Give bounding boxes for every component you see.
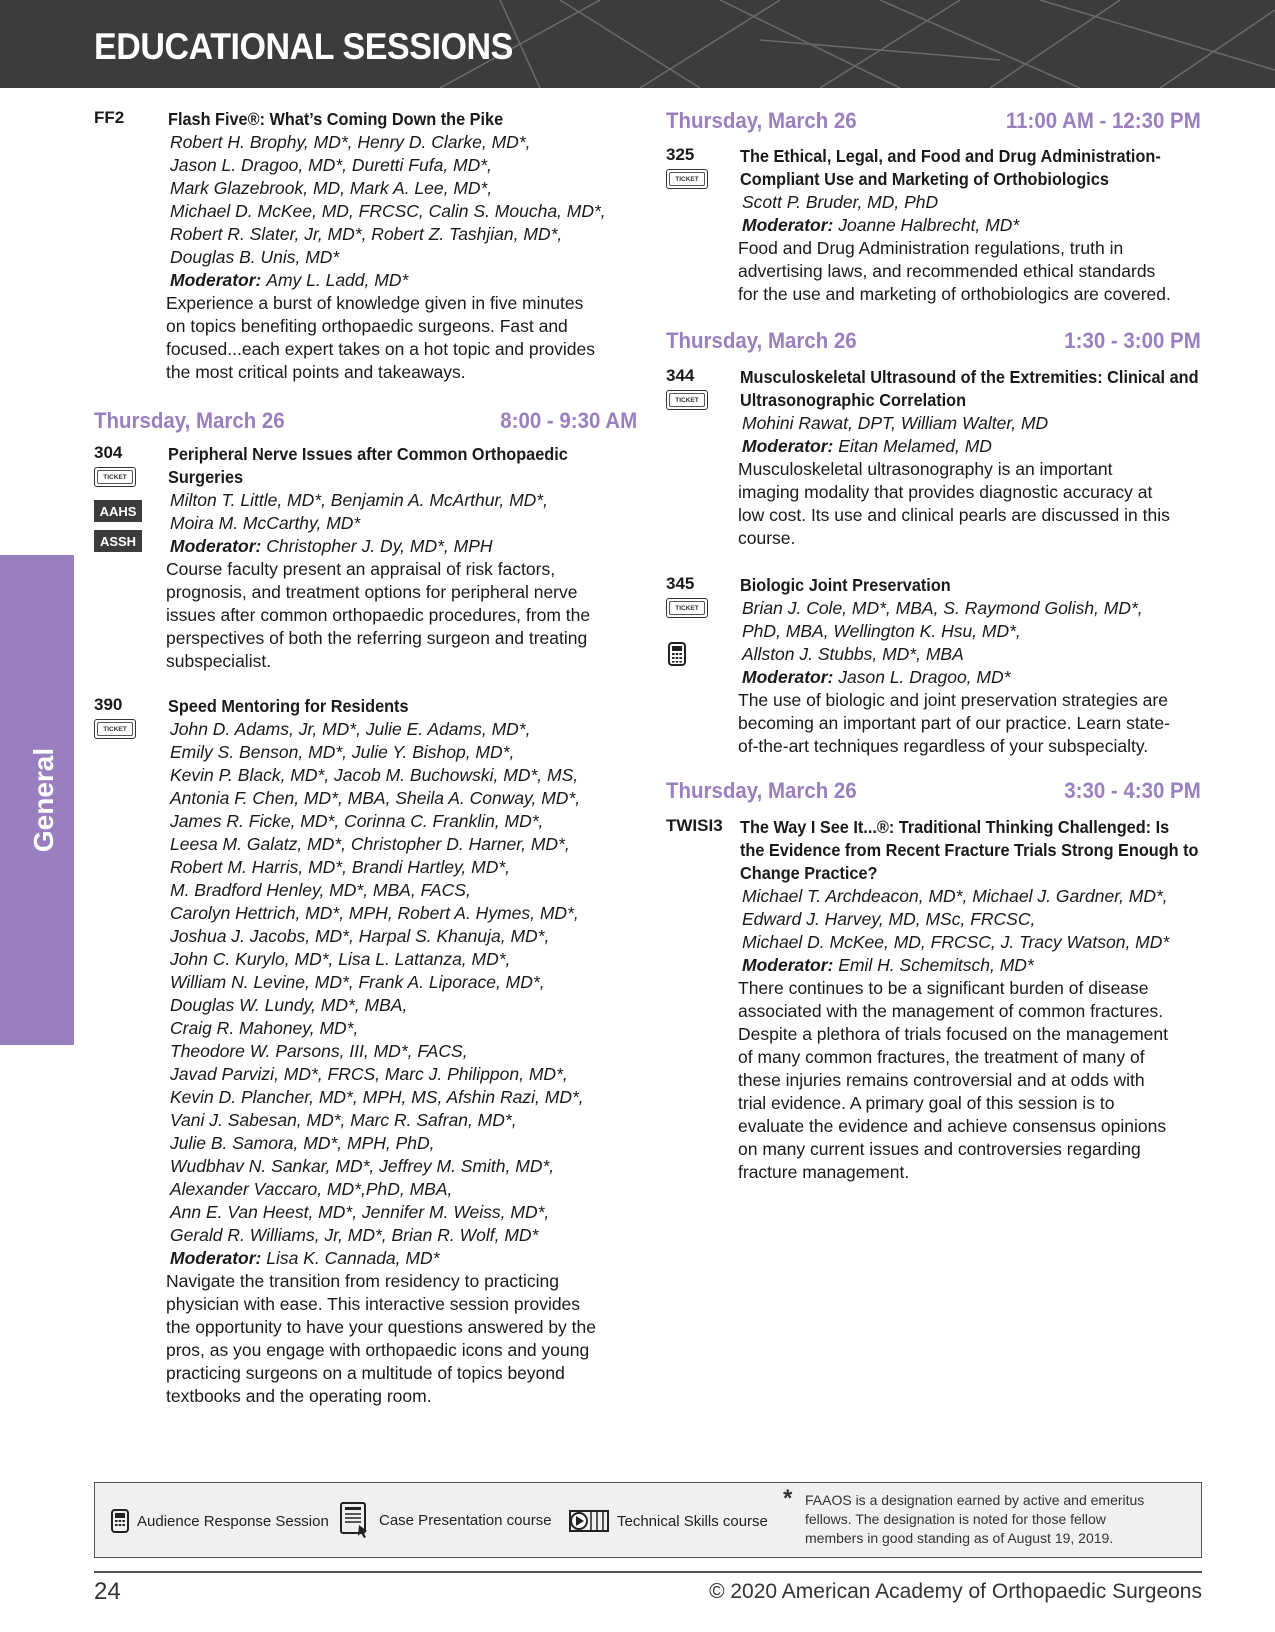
legend-label: Audience Response Session xyxy=(137,1512,329,1530)
moderator-name: Jason L. Dragoo, MD* xyxy=(838,667,1011,687)
session-code: TWISI3 xyxy=(666,816,723,835)
note-line: members in good standing as of August 19, 2019. xyxy=(805,1530,1114,1546)
audience-response-icon xyxy=(111,1509,129,1533)
description-line: trial evidence. A primary goal of this session is to xyxy=(738,1093,1115,1113)
faculty-line: Vani J. Sabesan, MD*, Marc R. Safran, MD*, xyxy=(170,1110,517,1130)
faculty-line: Javad Parvizi, MD*, FRCS, Marc J. Philippon, MD*, xyxy=(170,1064,568,1084)
session-description xyxy=(166,292,606,384)
session-faculty xyxy=(740,191,1192,214)
description-line: Musculoskeletal ultrasonography is an important xyxy=(738,459,1113,479)
faaos-note xyxy=(783,1485,1145,1548)
session-title xyxy=(168,108,575,131)
moderator-name: Christopher J. Dy, MD*, MPH xyxy=(266,536,493,556)
ticket-icon-label: TICKET xyxy=(675,396,699,404)
moderator-label: Moderator: xyxy=(742,215,834,235)
description-line: course. xyxy=(738,528,796,548)
day-label: Thursday, March 26 xyxy=(666,328,857,353)
session-title xyxy=(740,145,1161,191)
day-time-heading xyxy=(94,408,637,434)
faculty-line: Alexander Vaccaro, MD*,PhD, MBA, xyxy=(170,1179,453,1199)
legend-item-case xyxy=(339,1501,552,1539)
legend-item-ars xyxy=(111,1509,329,1533)
description-line: focused...each expert takes on a hot topic and provides xyxy=(166,339,596,359)
day-label: Thursday, March 26 xyxy=(666,108,857,133)
session-description xyxy=(738,977,1233,1184)
faculty-line: Ann E. Van Heest, MD*, Jennifer M. Weiss, MD*, xyxy=(170,1202,550,1222)
faculty-line: William N. Levine, MD*, Frank A. Liporace, MD*, xyxy=(170,972,545,992)
session-faculty xyxy=(168,489,598,535)
time-label: 3:30 - 4:30 PM xyxy=(1064,778,1201,803)
session-title-line: The Ethical, Legal, and Food and Drug Administration- xyxy=(740,146,1161,166)
description-line: the most critical points and takeaways. xyxy=(166,362,466,382)
description-line: pros, as you engage with orthopaedic icons and young xyxy=(166,1340,590,1360)
faculty-line: PhD, MBA, Wellington K. Hsu, MD*, xyxy=(742,621,1021,641)
description-line: for the use and marketing of orthobiologics are covered. xyxy=(738,284,1171,304)
day-time-heading xyxy=(666,108,1201,134)
description-line: of-the-art techniques regardless of your subspecialty. xyxy=(738,736,1149,756)
session-title-line: Peripheral Nerve Issues after Common Orthopaedic xyxy=(168,444,568,464)
faculty-line: James R. Ficke, MD*, Corinna C. Franklin, MD*, xyxy=(170,811,544,831)
page-number: 24 xyxy=(94,1578,121,1605)
faculty-line: Robert H. Brophy, MD*, Henry D. Clarke, MD*, xyxy=(170,132,531,152)
description-line: Course faculty present an appraisal of risk factors, xyxy=(166,559,556,579)
case-presentation-icon xyxy=(339,1501,371,1539)
assh-badge: ASSH xyxy=(94,530,142,552)
session-moderator xyxy=(740,214,1192,237)
description-line: evaluate the evidence and achieve consensus opinions xyxy=(738,1116,1167,1136)
faculty-line: Gerald R. Williams, Jr, MD*, Brian R. Wolf, MD* xyxy=(170,1225,539,1245)
session-faculty xyxy=(740,597,1170,666)
description-line: the opportunity to have your questions answered by the xyxy=(166,1317,596,1337)
faculty-line: Milton T. Little, MD*, Benjamin A. McArthur, MD*, xyxy=(170,490,548,510)
legend-label: Technical Skills course xyxy=(617,1512,768,1530)
session-moderator xyxy=(168,1247,596,1270)
faculty-line: Brian J. Cole, MD*, MBA, S. Raymond Golish, MD*, xyxy=(742,598,1143,618)
time-label: 1:30 - 3:00 PM xyxy=(1064,328,1201,353)
section-tab-label: General xyxy=(28,747,59,853)
session-body xyxy=(168,443,598,673)
session-faculty xyxy=(740,885,1233,954)
faculty-line: Theodore W. Parsons, III, MD*, FACS, xyxy=(170,1041,468,1061)
faculty-line: Michael T. Archdeacon, MD*, Michael J. Gardner, MD*, xyxy=(742,886,1168,906)
description-line: The use of biologic and joint preservation strategies are xyxy=(738,690,1168,710)
faculty-line: Michael D. McKee, MD, FRCSC, J. Tracy Watson, MD* xyxy=(742,932,1170,952)
description-line: imaging modality that provides diagnostic accuracy at xyxy=(738,482,1153,502)
faculty-line: Julie B. Samora, MD*, MPH, PhD, xyxy=(170,1133,435,1153)
faculty-line: Joshua J. Jacobs, MD*, Harpal S. Khanuja, MD*, xyxy=(170,926,550,946)
description-line: Experience a burst of knowledge given in five minutes xyxy=(166,293,584,313)
description-line: physician with ease. This interactive session provides xyxy=(166,1294,581,1314)
session-title-line: Change Practice? xyxy=(740,863,878,883)
session-title xyxy=(168,695,566,718)
faculty-line: John C. Kurylo, MD*, Lisa L. Lattanza, MD*, xyxy=(170,949,511,969)
session-faculty xyxy=(168,718,596,1247)
faculty-line: Kevin P. Black, MD*, Jacob M. Buchowski, MD*, MS, xyxy=(170,765,579,785)
session-moderator xyxy=(740,666,1170,689)
moderator-label: Moderator: xyxy=(170,270,262,290)
moderator-name: Lisa K. Cannada, MD* xyxy=(266,1248,440,1268)
session-title-line: The Way I See It...®: Traditional Thinking Challenged: Is xyxy=(740,817,1170,837)
moderator-label: Moderator: xyxy=(742,436,834,456)
faculty-line: Douglas B. Unis, MD* xyxy=(170,247,340,267)
session-body xyxy=(168,108,606,384)
day-time-heading xyxy=(666,778,1201,804)
faculty-line: Leesa M. Galatz, MD*, Christopher D. Harner, MD*, xyxy=(170,834,570,854)
faculty-line: Antonia F. Chen, MD*, MBA, Sheila A. Conway, MD*, xyxy=(170,788,581,808)
ticket-icon xyxy=(94,467,136,487)
faculty-line: John D. Adams, Jr, MD*, Julie E. Adams, MD*, xyxy=(170,719,531,739)
moderator-name: Joanne Halbrecht, MD* xyxy=(838,215,1020,235)
time-label: 8:00 - 9:30 AM xyxy=(500,408,638,433)
description-line: subspecialist. xyxy=(166,651,272,671)
description-line: There continues to be a significant burden of disease xyxy=(738,978,1149,998)
description-line: Despite a plethora of trials focused on the management xyxy=(738,1024,1168,1044)
day-label: Thursday, March 26 xyxy=(94,408,285,433)
moderator-name: Emil H. Schemitsch, MD* xyxy=(838,955,1034,975)
copyright-notice: © 2020 American Academy of Orthopaedic Surgeons xyxy=(709,1580,1202,1603)
aahs-badge: AAHS xyxy=(94,500,142,522)
faculty-line: Jason L. Dragoo, MD*, Duretti Fufa, MD*, xyxy=(170,155,492,175)
session-description xyxy=(166,1270,596,1408)
description-line: low cost. Its use and clinical pearls are discussed in this xyxy=(738,505,1170,525)
description-line: issues after common orthopaedic procedures, from the xyxy=(166,605,591,625)
note-line: fellows. The designation is noted for those fellow xyxy=(805,1511,1106,1527)
session-title-line: Surgeries xyxy=(168,467,244,487)
session-code: 325 xyxy=(666,145,695,164)
page-title: EDUCATIONAL SESSIONS xyxy=(94,26,513,67)
ticket-icon-label: TICKET xyxy=(675,604,699,612)
moderator-label: Moderator: xyxy=(742,955,834,975)
session-moderator xyxy=(168,535,598,558)
session-title xyxy=(740,366,1199,412)
ticket-icon xyxy=(666,598,708,618)
description-line: of many common fractures, the treatment of many of xyxy=(738,1047,1145,1067)
description-line: on topics benefiting orthopaedic surgeons. Fast and xyxy=(166,316,568,336)
session-code: 345 xyxy=(666,574,695,593)
faculty-line: Kevin D. Plancher, MD*, MPH, MS, Afshin Razi, MD*, xyxy=(170,1087,584,1107)
session-moderator xyxy=(740,954,1233,977)
session-title-line: the Evidence from Recent Fracture Trials Strong Enough to xyxy=(740,840,1199,860)
note-line: FAAOS is a designation earned by active and emeritus xyxy=(805,1492,1145,1508)
session-body xyxy=(168,695,596,1408)
session-title-line: Flash Five®: What’s Coming Down the Pike xyxy=(168,109,504,129)
session-title-line: Ultrasonographic Correlation xyxy=(740,390,967,410)
session-body xyxy=(740,366,1233,550)
description-line: these injuries remains controversial and at odds with xyxy=(738,1070,1145,1090)
faculty-line: Craig R. Mahoney, MD*, xyxy=(170,1018,359,1038)
legend-label: Case Presentation course xyxy=(379,1511,552,1529)
session-title xyxy=(740,574,1140,597)
faculty-line: Robert R. Slater, Jr, MD*, Robert Z. Tashjian, MD*, xyxy=(170,224,563,244)
description-line: textbooks and the operating room. xyxy=(166,1386,432,1406)
ticket-icon-label: TICKET xyxy=(675,175,699,183)
faculty-line: Emily S. Benson, MD*, Julie Y. Bishop, MD*, xyxy=(170,742,515,762)
session-title-line: Musculoskeletal Ultrasound of the Extremities: Clinical and xyxy=(740,367,1199,387)
session-faculty xyxy=(740,412,1233,435)
description-line: fracture management. xyxy=(738,1162,910,1182)
session-code: FF2 xyxy=(94,108,125,127)
session-body xyxy=(740,574,1170,758)
session-description xyxy=(166,558,598,673)
session-description xyxy=(738,689,1170,758)
technical-skills-icon xyxy=(569,1509,609,1533)
moderator-name: Amy L. Ladd, MD* xyxy=(266,270,409,290)
faculty-line: Mark Glazebrook, MD, Mark A. Lee, MD*, xyxy=(170,178,493,198)
session-faculty xyxy=(168,131,606,269)
page-header xyxy=(0,0,1275,88)
description-line: becoming an important part of our practice. Learn state- xyxy=(738,713,1170,733)
faculty-line: Mohini Rawat, DPT, William Walter, MD xyxy=(742,413,1049,433)
session-title-line: Speed Mentoring for Residents xyxy=(168,696,409,716)
description-line: Navigate the transition from residency to practicing xyxy=(166,1271,559,1291)
session-title-line: Biologic Joint Preservation xyxy=(740,575,951,595)
moderator-label: Moderator: xyxy=(170,1248,262,1268)
session-title xyxy=(740,816,1198,885)
ticket-icon-label: TICKET xyxy=(103,473,127,481)
session-title xyxy=(168,443,568,489)
ticket-icon-label: TICKET xyxy=(103,725,127,733)
faculty-line: M. Bradford Henley, MD*, MBA, FACS, xyxy=(170,880,471,900)
footer-divider xyxy=(94,1571,1202,1573)
description-line: advertising laws, and recommended ethical standards xyxy=(738,261,1156,281)
description-line: Food and Drug Administration regulations, truth in xyxy=(738,238,1124,258)
time-label: 11:00 AM - 12:30 PM xyxy=(1005,108,1201,133)
session-code: 304 xyxy=(94,443,123,462)
session-body xyxy=(740,816,1233,1184)
description-line: prognosis, and treatment options for peripheral nerve xyxy=(166,582,578,602)
faculty-line: Wudbhav N. Sankar, MD*, Jeffrey M. Smith, MD*, xyxy=(170,1156,555,1176)
session-moderator xyxy=(740,435,1233,458)
audience-response-icon xyxy=(668,642,686,666)
faculty-line: Carolyn Hettrich, MD*, MPH, Robert A. Hymes, MD*, xyxy=(170,903,579,923)
session-moderator xyxy=(168,269,606,292)
faculty-line: Douglas W. Lundy, MD*, MBA, xyxy=(170,995,408,1015)
session-title-line: Compliant Use and Marketing of Orthobiologics xyxy=(740,169,1109,189)
asterisk: * xyxy=(783,1485,793,1512)
ticket-icon xyxy=(666,390,708,410)
description-line: perspectives of both the referring surgeon and treating xyxy=(166,628,588,648)
session-code: 390 xyxy=(94,695,123,714)
legend-item-tech xyxy=(569,1509,768,1533)
faculty-line: Robert M. Harris, MD*, Brandi Hartley, MD*, xyxy=(170,857,511,877)
faculty-line: Michael D. McKee, MD, FRCSC, Calin S. Moucha, MD*, xyxy=(170,201,606,221)
faculty-line: Scott P. Bruder, MD, PhD xyxy=(742,192,939,212)
ticket-icon xyxy=(94,719,136,739)
moderator-name: Eitan Melamed, MD xyxy=(838,436,992,456)
faculty-line: Allston J. Stubbs, MD*, MBA xyxy=(742,644,964,664)
moderator-label: Moderator: xyxy=(742,667,834,687)
description-line: on many current issues and controversies regarding xyxy=(738,1139,1141,1159)
session-code: 344 xyxy=(666,366,695,385)
description-line: practicing surgeons on a multitude of topics beyond xyxy=(166,1363,565,1383)
faculty-line: Edward J. Harvey, MD, MSc, FRCSC, xyxy=(742,909,1036,929)
faculty-line: Moira M. McCarthy, MD* xyxy=(170,513,361,533)
ticket-icon xyxy=(666,169,708,189)
day-time-heading xyxy=(666,328,1201,354)
description-line: associated with the management of common fractures. xyxy=(738,1001,1164,1021)
session-description xyxy=(738,458,1233,550)
session-body xyxy=(740,145,1192,306)
day-label: Thursday, March 26 xyxy=(666,778,857,803)
icon-legend xyxy=(94,1482,1202,1558)
session-description xyxy=(738,237,1192,306)
moderator-label: Moderator: xyxy=(170,536,262,556)
